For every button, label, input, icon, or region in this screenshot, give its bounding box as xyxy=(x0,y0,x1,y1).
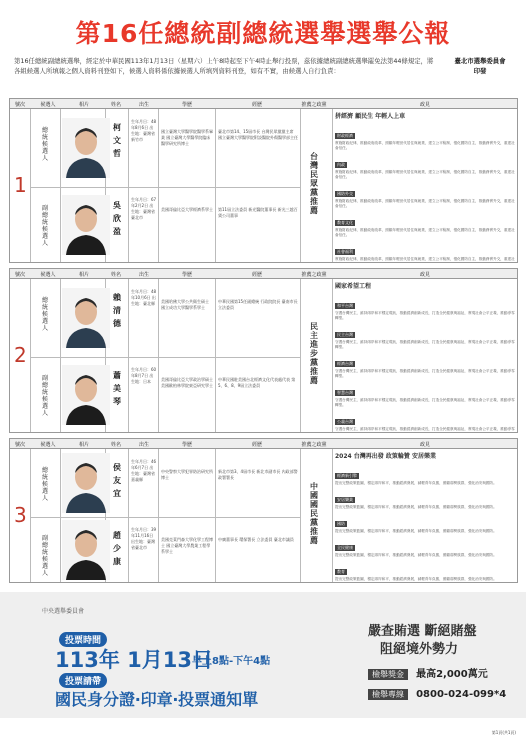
policy-section xyxy=(335,180,515,209)
table-header-cell: 姓名 xyxy=(110,102,121,108)
president-role: 總統候選人 xyxy=(41,467,48,502)
bring-items: 國民身分證‧印章‧投票通知單 xyxy=(55,690,259,709)
table-header-cell: 政見 xyxy=(419,272,430,278)
table-header-cell: 學歷 xyxy=(181,442,192,448)
policy-section xyxy=(335,209,515,238)
vice-role: 副總統候選人 xyxy=(41,374,48,417)
table-header-cell: 相片 xyxy=(78,272,89,278)
column-divider xyxy=(128,279,129,432)
policy-section-title: 國防 xyxy=(337,521,345,526)
column-divider xyxy=(300,449,301,582)
president-experience: 中華民國第15任副總統 行政院院長 臺南市長 立法委員 xyxy=(218,299,298,310)
policy-section xyxy=(335,321,515,350)
vice-education: 美國哥倫比亞大學經濟系學士 xyxy=(161,206,213,212)
president-photo xyxy=(62,118,110,178)
candidate-block xyxy=(9,438,518,583)
table-header xyxy=(10,439,517,449)
vote-date: 113年 1月13日 xyxy=(55,648,213,672)
candidate-number: 3 xyxy=(14,502,27,527)
slogan-2: 阻絕境外勢力 xyxy=(380,642,459,657)
vice-education: 美國哥倫比亞大學政治學碩士 美國歐柏林學院東亞研究學士 xyxy=(161,376,213,388)
table-header-cell: 號次 xyxy=(14,272,25,278)
table-header-cell: 經歷 xyxy=(251,442,262,448)
policy-section-body: 守護台灣民主，維持兩岸和平穩定現狀，推動經濟創新成長，打造全民健康與福祉，實現社會公平正義，推動淨零轉型。 xyxy=(335,311,515,320)
vice-role: 副總統候選人 xyxy=(41,204,48,247)
table-header-cell: 經歷 xyxy=(251,272,262,278)
policy-section-body: 提出完整政策藍圖，穩定兩岸和平，推動經濟發展，減輕青年負擔，照顧弱勢族群，強化治安與國防。 xyxy=(335,553,497,557)
candidate-block xyxy=(9,268,518,433)
president-name: 柯文哲 xyxy=(113,123,121,158)
policy-section xyxy=(335,486,515,510)
column-divider xyxy=(60,109,61,262)
president-experience: 臺北市第14、15屆市長 台灣民眾黨黨主席 國立臺灣大學醫學院附設醫院外傷醫學部主任 xyxy=(218,129,298,140)
vice-name: 吳欣盈 xyxy=(113,200,121,236)
president-name: 賴清德 xyxy=(113,293,121,328)
reward-row xyxy=(368,662,488,681)
candidate-number: 1 xyxy=(14,172,27,197)
policy-section xyxy=(335,408,515,432)
president-education: 中央警察大學犯罪防治研究所博士 xyxy=(161,469,213,480)
policy-section-body: 守護台灣民主，維持兩岸和平穩定現狀，推動經濟創新成長，打造全民健康與福祉，實現社會公平正義，推動淨零 xyxy=(335,427,515,431)
vice-education: 美國克萊門森大學化學工程博士 國立臺灣大學農業工程學系學士 xyxy=(161,536,213,554)
table-header-cell: 候選人 xyxy=(40,102,56,108)
vice-name: 蕭美琴 xyxy=(113,370,121,406)
policy-section-title: 智慧台灣 xyxy=(337,390,353,395)
policy-section xyxy=(335,122,515,151)
vice-experience: 中廣董事長 環保署長 立法委員 臺北市議員 xyxy=(218,536,294,542)
policy-section-body: 實施財政紀律，推動政府改革，照顧年輕世代居住與就業，建立公平稅制，強化國防自主，推動務實外交，重建社會信任。 xyxy=(335,141,515,150)
table-header xyxy=(10,99,517,109)
table-header-cell: 出生 xyxy=(138,442,149,448)
policy-section-body: 守護台灣民主，維持兩岸和平穩定現狀，推動經濟創新成長，打造全民健康與福祉，實現社會公平正義，推動淨零轉型。 xyxy=(335,340,515,349)
policy-section xyxy=(335,151,515,180)
issuer xyxy=(446,56,514,76)
policy-section xyxy=(335,350,515,379)
president-photo xyxy=(62,453,110,513)
table-header-cell: 學歷 xyxy=(181,272,192,278)
policy-section-title: 民主台灣 xyxy=(337,332,353,337)
vote-banner xyxy=(0,592,526,718)
policy-headline: 2024 台灣再出發 政策輪贊 安居樂業 xyxy=(335,453,436,460)
table-header-cell: 政見 xyxy=(419,442,430,448)
policy-section xyxy=(335,534,515,558)
policy-section-body: 守護台灣民主，維持兩岸和平穩定現狀，推動經濟創新成長，打造全民健康與福祉，實現社會公平正義，推動淨零轉型。 xyxy=(335,369,515,378)
vote-time-label: 投票時間 xyxy=(59,632,107,647)
president-name: 侯友宜 xyxy=(113,463,121,498)
table-header-cell: 候選人 xyxy=(40,442,56,448)
bring-label: 投票請帶 xyxy=(59,673,107,688)
table-header-cell: 相片 xyxy=(78,442,89,448)
row-divider xyxy=(30,357,300,358)
policy-section-body: 提出完整政策藍圖，穩定兩岸和平，推動經濟發展，減輕青年負擔，照顧弱勢族群，強化治安與國防。 xyxy=(335,481,497,485)
page-title: 第16任總統副總統選舉選舉公報 xyxy=(75,19,451,48)
column-divider xyxy=(215,109,216,262)
party-name: 台灣民眾黨推薦 xyxy=(310,151,318,215)
policy-section-title: 社會福利 xyxy=(337,249,353,254)
policy-section-body: 提出完整政策藍圖，穩定兩岸和平，推動經濟發展，減輕青年負擔，照顧弱勢族群，強化治安與國防。 xyxy=(335,577,497,581)
table-header-cell: 推薦之政黨 xyxy=(301,272,327,278)
candidate-number: 2 xyxy=(14,342,27,367)
column-divider xyxy=(215,449,216,582)
hotline-row xyxy=(368,682,506,701)
reward-label: 檢舉獎金 xyxy=(368,669,408,680)
policy-section-title: 財政經濟 xyxy=(337,133,353,138)
table-header-cell: 姓名 xyxy=(110,442,121,448)
column-divider xyxy=(158,449,159,582)
table-header-cell: 出生 xyxy=(138,272,149,278)
vice-birth: 生年月日：39年11月16日 出生地：臺灣省臺北市 xyxy=(131,526,157,550)
president-experience: 新北市第3、4屆市長 新北市副市長 內政部警政署署長 xyxy=(218,469,298,480)
reward-value: 最高2,000萬元 xyxy=(416,669,488,680)
policy-section-title: 內政 xyxy=(337,162,345,167)
issuer-action: 印發 xyxy=(473,67,487,75)
president-birth: 生年月日：48年8月6日 出生地：臺灣省新竹市 xyxy=(131,119,157,142)
policy-panel xyxy=(335,111,515,262)
policy-section-title: 經濟新引擎 xyxy=(337,473,357,478)
president-education: 美國哈佛大學公共衛生碩士 國立成功大學醫學系學士 xyxy=(161,299,209,310)
vice-birth: 生年月日：60年8月7日 出生地：日本 xyxy=(131,366,157,384)
column-divider xyxy=(60,449,61,582)
party-name: 民主進步黨推薦 xyxy=(310,321,318,385)
column-divider xyxy=(332,449,333,582)
president-photo xyxy=(62,288,110,348)
policy-section xyxy=(335,238,515,262)
policy-section-title: 和平台灣 xyxy=(337,303,353,308)
table-header-cell: 出生 xyxy=(138,102,149,108)
column-divider xyxy=(332,279,333,432)
column-divider xyxy=(30,279,31,432)
table-header-cell: 相片 xyxy=(78,102,89,108)
column-divider xyxy=(30,449,31,582)
table-header-cell: 政見 xyxy=(419,102,430,108)
vice-photo xyxy=(62,365,110,425)
president-birth: 生年月日：48年10月6日 出生地：臺北縣 xyxy=(131,289,157,306)
policy-section xyxy=(335,462,515,486)
column-divider xyxy=(158,279,159,432)
policy-panel xyxy=(335,451,515,582)
policy-section-body: 實施財政紀律，推動政府改革，照顧年輕世代居住與就業，建立公平稅制，強化國防自主，推動務實外交，重建社會信任。 xyxy=(335,170,515,179)
policy-section xyxy=(335,558,515,582)
president-role: 總統候選人 xyxy=(41,297,48,332)
table-header-cell: 推薦之政黨 xyxy=(301,442,327,448)
policy-headline: 國家希望工程 xyxy=(335,283,372,290)
issuer-org: 臺北市選舉委員會 xyxy=(454,57,506,65)
vice-experience: 第11屆立法委員 新光醫院董事長 新光三越百貨公司董事 xyxy=(218,206,298,218)
vice-photo xyxy=(62,520,110,580)
table-header xyxy=(10,269,517,279)
table-header-cell: 經歷 xyxy=(251,102,262,108)
president-role: 總統候選人 xyxy=(41,127,48,162)
policy-section-body: 實施財政紀律，推動政府改革，照顧年輕世代居住與就業，建立公平稅制，強化國防自主，推動務實外交，重建社 xyxy=(335,257,515,261)
column-divider xyxy=(158,109,159,262)
column-divider xyxy=(128,449,129,582)
policy-section-title: 公義台灣 xyxy=(337,419,353,424)
policy-section-body: 實施財政紀律，推動政府改革，照顧年輕世代居住與就業，建立公平稅制，強化國防自主，推動務實外交，重建社會信任。 xyxy=(335,199,515,208)
policy-section-body: 提出完整政策藍圖，穩定兩岸和平，推動經濟發展，減輕青年負擔，照顧弱勢族群，強化治安與國防。 xyxy=(335,505,497,509)
policy-section-body: 實施財政紀律，推動政府改革，照顧年輕世代居住與就業，建立公平稅制，強化國防自主，推動務實外交，重建社會信任。 xyxy=(335,228,515,237)
column-divider xyxy=(332,109,333,262)
slogan-1: 嚴查賄選 斷絕賭盤 xyxy=(368,624,477,639)
column-divider xyxy=(300,109,301,262)
column-divider xyxy=(215,279,216,432)
vote-hours: 早上8點-下午4點 xyxy=(192,656,271,667)
table-header-cell: 學歷 xyxy=(181,102,192,108)
policy-section-title: 經濟台灣 xyxy=(337,361,353,366)
column-divider xyxy=(300,279,301,432)
vice-birth: 生年月日：67年2月2日 出生地：臺灣省臺北市 xyxy=(131,196,157,220)
president-birth: 生年月日：46年6月7日 出生地：臺灣省嘉義縣 xyxy=(131,459,157,482)
policy-section-title: 教育文化 xyxy=(337,220,353,225)
policy-section xyxy=(335,292,515,321)
page-footer: 第1頁(共1頁) xyxy=(491,730,516,735)
policy-section-title: 全民健康 xyxy=(337,545,353,550)
policy-section xyxy=(335,379,515,408)
table-header-cell: 姓名 xyxy=(110,272,121,278)
hotline-label: 檢舉專線 xyxy=(368,689,408,700)
policy-section-body: 守護台灣民主，維持兩岸和平穩定現狀，推動經濟創新成長，打造全民健康與福祉，實現社會公平正義，推動淨零轉型。 xyxy=(335,398,515,407)
column-divider xyxy=(30,109,31,262)
policy-section-title: 國防外交 xyxy=(337,191,353,196)
vice-photo xyxy=(62,195,110,255)
column-divider xyxy=(128,109,129,262)
president-education: 國立臺灣大學醫學院醫學系畢業 國立臺灣大學醫學院臨床醫學研究所博士 xyxy=(161,129,213,146)
vice-experience: 中華民國駐美國台北經濟文化代表處代表 第5、6、8、9屆立法委員 xyxy=(218,376,296,388)
row-divider xyxy=(30,187,300,188)
policy-section-title: 教育 xyxy=(337,569,345,574)
table-header-cell: 號次 xyxy=(14,102,25,108)
table-header-cell: 號次 xyxy=(14,442,25,448)
hotline-number: 0800-024-099*4 xyxy=(416,689,507,700)
table-header-cell: 推薦之政黨 xyxy=(301,102,327,108)
party-name: 中國國民黨推薦 xyxy=(310,481,318,545)
policy-section xyxy=(335,510,515,534)
policy-panel xyxy=(335,281,515,432)
org-name: 中央選舉委員會 xyxy=(42,608,85,615)
policy-section-body: 提出完整政策藍圖，穩定兩岸和平，推動經濟發展，減輕青年負擔，照顧弱勢族群，強化治安與國防。 xyxy=(335,529,497,533)
candidate-block xyxy=(9,98,518,263)
vice-role: 副總統候選人 xyxy=(41,534,48,577)
policy-headline: 拼經濟 顧民生 年輕人上車 xyxy=(335,113,406,120)
row-divider xyxy=(30,517,300,518)
intro-text: 第16任總統副總統選舉，經定於中華民國113年1月13日（星期六）上午8時起至下午4時止舉行投票，茲依據總統副總統選舉罷免法第44條規定，將各組候選人所填報之個人資料刊登如下，候選人資料係依據候選人所填列資料刊登，如有不實，由候選人自行負責： xyxy=(14,57,434,75)
policy-section-title: 安居樂業 xyxy=(337,497,353,502)
table-header-cell: 候選人 xyxy=(40,272,56,278)
vice-name: 趙少康 xyxy=(113,530,121,566)
column-divider xyxy=(60,279,61,432)
